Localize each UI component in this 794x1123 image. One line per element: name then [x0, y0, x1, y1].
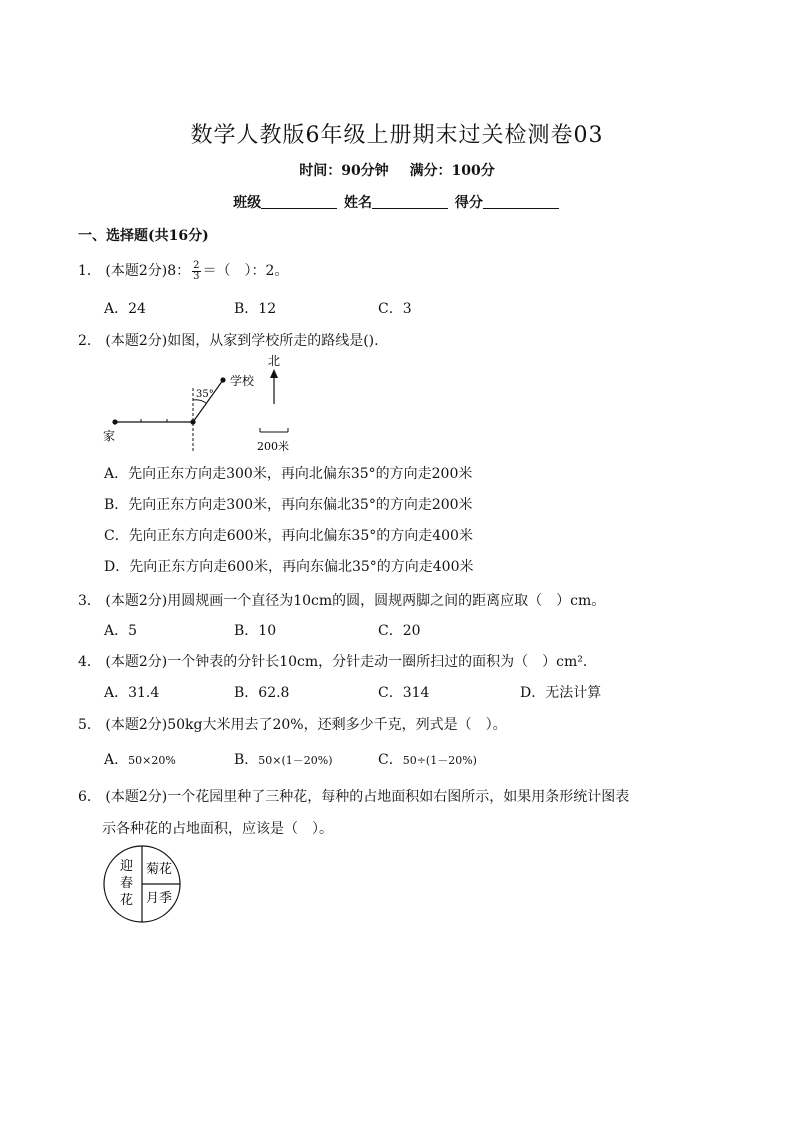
- option-a: A．先向正东方向走300米，再向北偏东35°的方向走200米: [104, 466, 473, 482]
- option-a: [104, 749, 176, 769]
- student-info: [0, 192, 794, 212]
- question-3: [78, 590, 605, 610]
- question-1: [78, 260, 288, 282]
- pie-label-rose: 月季: [146, 891, 173, 906]
- option-expression: 50÷(1－20%): [402, 754, 477, 767]
- page-title: 数学人教版6年级上册期末过关检测卷03: [190, 123, 604, 148]
- scale-label: 200米: [257, 440, 289, 453]
- option-b: [234, 749, 333, 769]
- question-5: [78, 714, 507, 734]
- school-point: [220, 377, 225, 382]
- pie-label-left-1: 迎: [120, 859, 134, 874]
- option-letter: A．: [104, 752, 129, 768]
- option-a: A．5: [104, 623, 138, 639]
- north-label: 北: [268, 354, 281, 368]
- full-score: 满分：100分: [409, 163, 495, 179]
- option-b: B．12: [234, 301, 277, 317]
- option-d: D．无法计算: [520, 685, 602, 701]
- question-number: 5．: [78, 717, 101, 733]
- question-text: (本题2分)一个钟表的分针长10cm，分针走动一圈所扫过的面积为（ ）cm²．: [105, 654, 597, 670]
- angle-label: 35°: [196, 389, 214, 400]
- grade-label: 得分: [454, 195, 483, 211]
- option-expression: 50×(1－20%): [258, 754, 333, 767]
- fraction-denominator: 3: [193, 270, 200, 282]
- question-prefix: (本题2分)8：: [105, 263, 191, 279]
- question-number: 6．: [78, 789, 101, 805]
- option-letter: C．: [378, 752, 403, 768]
- pie-label-left-2: 春: [120, 876, 134, 891]
- exam-meta: [0, 160, 794, 180]
- option-c: C．20: [378, 623, 421, 639]
- grade-blank: [483, 194, 559, 209]
- pie-figure: [100, 838, 196, 934]
- north-arrow-icon: [270, 369, 278, 378]
- pie-label-chrysanthemum: 菊花: [146, 862, 173, 877]
- option-expression: 50×20%: [128, 754, 176, 767]
- time-limit: 时间：90分钟: [299, 163, 389, 179]
- option-a: A．24: [104, 301, 146, 317]
- question-number: 4．: [78, 654, 101, 670]
- name-label: 姓名: [344, 195, 372, 211]
- school-path: [193, 380, 223, 422]
- question-6-line2: 示各种花的占地面积，应该是（ ）。: [102, 821, 333, 837]
- question-number: 1．: [78, 263, 101, 279]
- question-2: [78, 330, 379, 350]
- option-d: D．先向正东方向走600米，再向东偏北35°的方向走400米: [104, 559, 474, 575]
- class-label: 班级: [233, 195, 262, 211]
- question-6: [78, 786, 629, 806]
- home-point: [112, 419, 117, 424]
- question-text: (本题2分)一个花园里种了三种花，每种的占地面积如右图所示，如果用条形统计图表: [105, 789, 630, 805]
- name-blank: [372, 194, 448, 209]
- option-a: A．31.4: [104, 685, 160, 701]
- question-number: 3．: [78, 593, 101, 609]
- angle-arc: [193, 400, 206, 403]
- option-b: B．先向正东方向走300米，再向东偏北35°的方向走200米: [104, 497, 473, 513]
- fraction: [192, 261, 200, 282]
- option-b: B．62.8: [234, 685, 290, 701]
- route-figure: [100, 352, 300, 460]
- option-c: C．先向正东方向走600米，再向北偏东35°的方向走400米: [104, 528, 473, 544]
- question-4: [78, 651, 597, 671]
- option-c: [378, 749, 477, 769]
- question-number: 2．: [78, 333, 101, 349]
- option-c: C．3: [378, 301, 412, 317]
- option-c: C．314: [378, 685, 430, 701]
- option-letter: B．: [234, 752, 259, 768]
- fraction-numerator: 2: [193, 259, 200, 271]
- school-label: 学校: [230, 374, 255, 388]
- pie-label-left-3: 花: [120, 893, 134, 908]
- question-text: (本题2分)50kg大米用去了20%，还剩多少千克，列式是（ ）。: [105, 717, 507, 733]
- home-label: 家: [103, 429, 116, 443]
- section-title: 一、选择题(共16分): [78, 228, 209, 244]
- option-b: B．10: [234, 623, 277, 639]
- class-blank: [261, 194, 337, 209]
- question-suffix: ＝（ ）：2。: [202, 263, 289, 279]
- question-text: (本题2分)如图，从家到学校所走的路线是().: [105, 333, 379, 349]
- question-text: (本题2分)用圆规画一个直径为10cm的圆，圆规两脚之间的距离应取（ ）cm。: [105, 593, 606, 609]
